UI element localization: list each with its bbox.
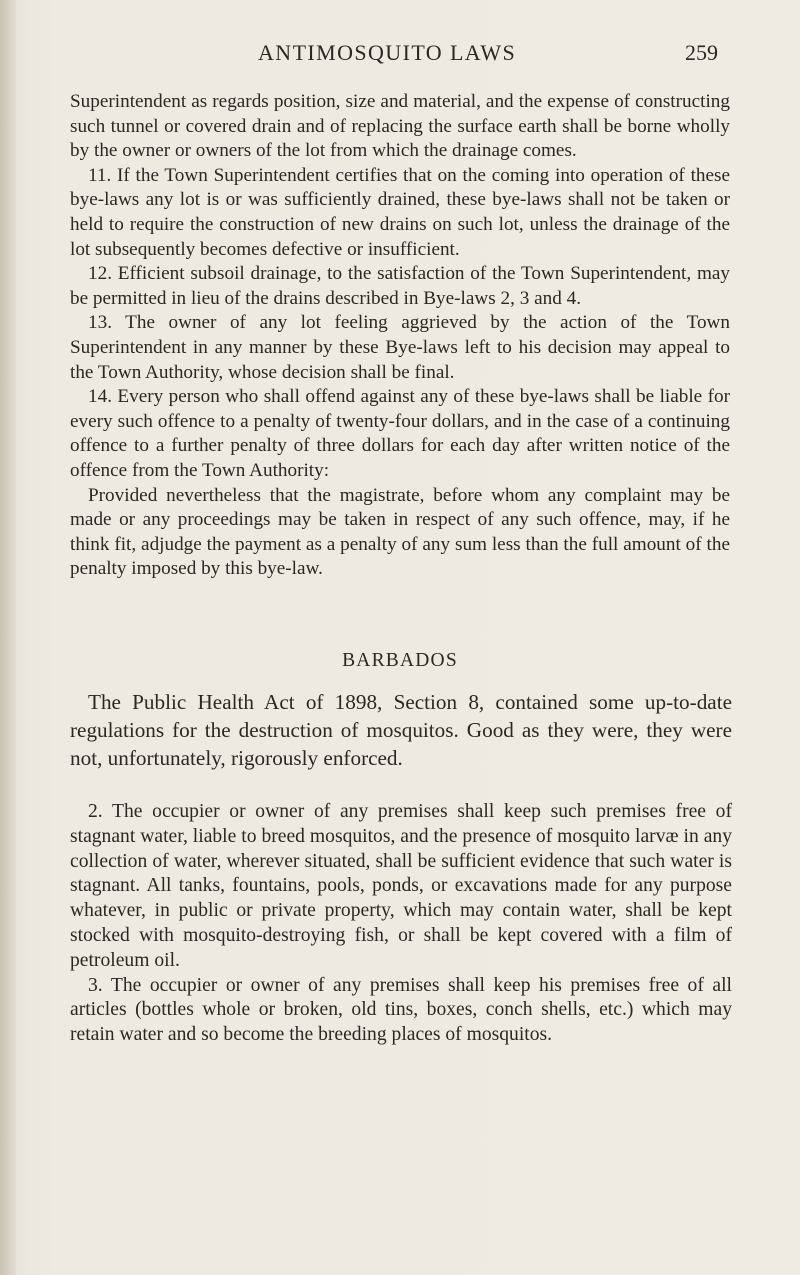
intro-paragraph: The Public Health Act of 1898, Section 8, contained some up-to-date regulations for the destruction of mosquitos. Good as they were, they were not, unfortunately, rigorously enforced.	[70, 690, 732, 770]
paragraph-continued: Superintendent as regards position, size and material, and the expense of constructing such tunnel or covered drain and of replacing the surface earth shall be borne wholly by the owner or owners of the lot from which the drainage comes.	[70, 91, 730, 162]
running-title: ANTIMOSQUITO LAWS	[258, 40, 517, 65]
bye-laws-text	[70, 90, 730, 582]
page-number: 259	[685, 40, 718, 65]
paragraph-proviso: Provided nevertheless that the magistrate, before whom any complaint may be made or any proceedings may be taken in respect of any such offence, may, if he think fit, adjudge the payment as a penalty of any sum less than the full amount of the penalty imposed by this bye-law.	[70, 484, 730, 580]
paragraph-bye-law-11: 11. If the Town Superintendent certifies that on the coming into operation of these bye-laws any lot is or was sufficiently drained, these bye-laws shall not be taken or held to require the construction of new drains on such lot, unless the drainage of the lot subsequently becomes defective or insufficient.	[70, 164, 730, 260]
page-gutter-shadow	[0, 0, 16, 1275]
paragraph-bye-law-13: 13. The owner of any lot feeling aggrieved by the action of the Town Superintendent in any manner by these Bye-laws left to his decision may appeal to the Town Authority, whose decision shall be final.	[70, 312, 730, 383]
paragraph-regulation-3: 3. The occupier or owner of any premises shall keep his premises free of all articles (bottles whole or broken, old tins, boxes, conch shells, etc.) which may retain water and so become the breeding places of mosquitos.	[70, 974, 732, 1046]
regulations-text	[70, 800, 732, 1048]
paragraph-bye-law-12: 12. Efficient subsoil drainage, to the satisfaction of the Town Superintendent, may be permitted in lieu of the drains described in Bye-laws 2, 3 and 4.	[70, 263, 730, 309]
paragraph-regulation-2: 2. The occupier or owner of any premises shall keep such premises free of stagnant water, liable to breed mosquitos, and the presence of mosquito larvæ in any collection of water, wherever situated, shall be sufficient evidence that such water is stagnant. All tanks, fountains, pools, ponds, or excavations made for any purpose whatever, in public or private property, which may contain water, shall be kept stocked with mosquito-destroying fish, or shall be kept covered with a film of petroleum oil.	[70, 801, 732, 971]
page-header	[0, 40, 800, 70]
section-heading: BARBADOS	[342, 650, 458, 671]
paragraph-bye-law-14: 14. Every person who shall offend against any of these bye-laws shall be liable for every such offence to a penalty of twenty-four dollars, and in the case of a continuing offence to a further penalty of three dollars for each day after written notice of the offence from the Town Authority:	[70, 386, 730, 481]
